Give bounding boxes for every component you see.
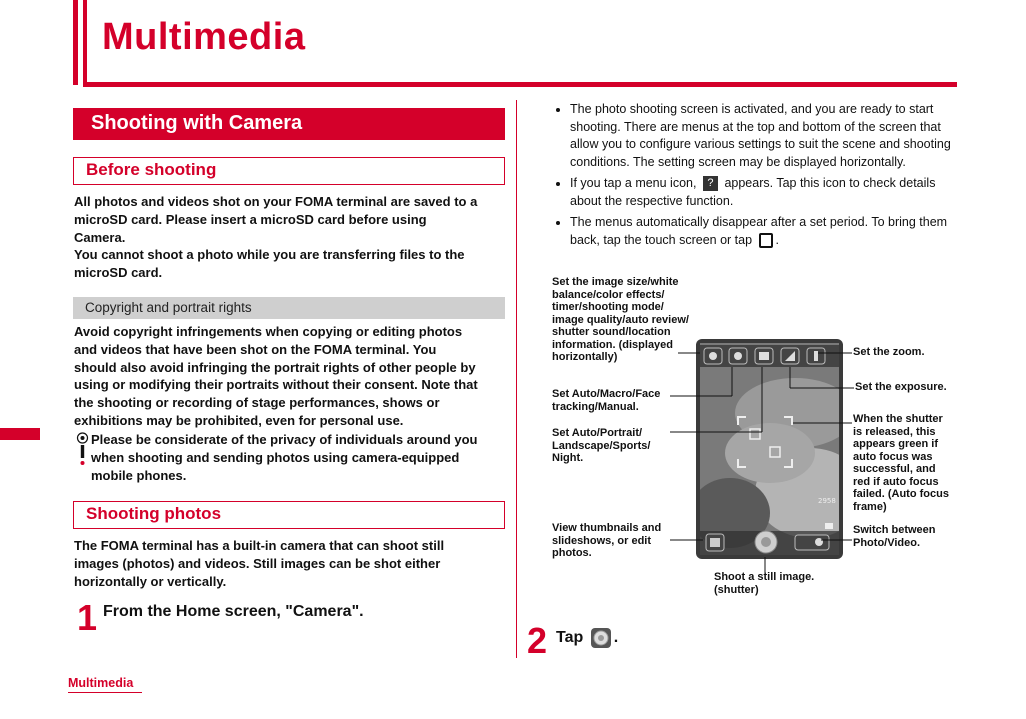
subheading-shooting-photos: Shooting photos xyxy=(73,501,505,529)
footer-rule xyxy=(68,692,142,693)
bullet-1: • The photo shooting screen is activated, and you are ready to start shooting. There are menus at the top and bottom of the screen that allow you to configure various settings to suit the scene and shooting conditions. The setting screen may be displayed horizontally. xyxy=(570,101,961,171)
callout-scene-mode: Set Auto/Portrait/ Landscape/Sports/ Night. xyxy=(552,427,651,464)
step-1-text: From the Home screen, "Camera". xyxy=(103,603,364,620)
header-accent-bar xyxy=(73,0,78,85)
callout-af-frame: When the shutter is released, this appears green if auto focus was successful, and red if auto focus failed. (Auto focus frame) xyxy=(853,413,949,513)
callout-image-settings: Set the image size/white balance/color effects/ timer/shooting mode/ image quality/auto review/ shutter sound/location information. (displayed horizontally) xyxy=(552,276,689,363)
callout-thumbnails: View thumbnails and slideshows, or edit photos. xyxy=(552,522,662,559)
instruction-bullets xyxy=(556,101,961,253)
chapter-tab xyxy=(0,428,40,440)
bullet-2: • If you tap a menu icon, ? appears. Tap this icon to check details about the respective function. xyxy=(570,175,961,210)
bullet-3: • The menus automatically disappear after a set period. To bring them back, tap the touch screen or tap . xyxy=(570,214,961,249)
shooting-photos-text: The FOMA terminal has a built-in camera that can shoot still images (photos) and videos. Still images can be shot either horizontally or vertically. xyxy=(74,538,445,589)
caution-icon xyxy=(76,432,89,466)
privacy-note: Please be considerate of the privacy of individuals around you when shooting and sending photos using camera-equipped mobile phones. xyxy=(91,432,478,483)
section-title: Shooting with Camera xyxy=(91,112,303,134)
help-icon: ? xyxy=(703,176,718,191)
page-title: Multimedia xyxy=(102,16,306,58)
step-2-number: 2 xyxy=(527,620,548,661)
callout-exposure: Set the exposure. xyxy=(855,381,947,393)
menu-toggle-icon xyxy=(759,233,773,248)
header-rule xyxy=(83,82,957,87)
callout-switch: Switch between Photo/Video. xyxy=(853,524,936,549)
before-shooting-text: All photos and videos shot on your FOMA terminal are saved to a microSD card. Please insert a microSD card before using Camera. You cannot shoot a photo while you are transferring files to the microSD card. xyxy=(74,194,478,281)
subheading-before-shooting: Before shooting xyxy=(73,157,505,185)
column-divider xyxy=(516,100,517,658)
shutter-icon xyxy=(590,627,612,649)
copyright-text: Avoid copyright infringements when copying or editing photos and videos that have been shot on the FOMA terminal. You should also avoid infringing the portrait rights of other people by using or modifying their portraits without their consent. Note that the shooting or recording of stage performances, shows or exhibitions may be prohibited, even for personal use. xyxy=(74,324,478,428)
callout-shutter: Shoot a still image. (shutter) xyxy=(714,571,815,596)
subheading-copyright: Copyright and portrait rights xyxy=(73,297,505,319)
shot-counter: 2958 xyxy=(818,497,836,505)
step-1-number: 1 xyxy=(77,597,98,638)
callout-zoom: Set the zoom. xyxy=(853,346,925,358)
footer-chapter-label: Multimedia xyxy=(68,676,134,690)
header-accent-bar-inner xyxy=(83,0,87,85)
step-2-text: Tap . xyxy=(556,627,618,649)
section-title-bar xyxy=(73,108,505,140)
callout-focus-mode: Set Auto/Macro/Face tracking/Manual. xyxy=(552,388,661,413)
